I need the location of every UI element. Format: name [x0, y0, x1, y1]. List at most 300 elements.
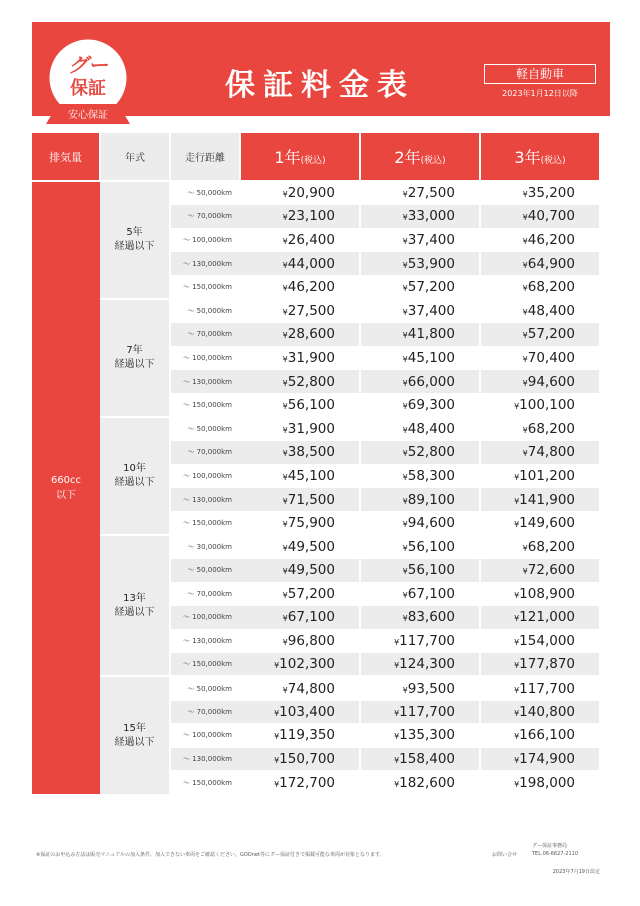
yen-symbol: ¥ — [282, 213, 288, 223]
price-cell-3yr — [480, 582, 600, 606]
yen-symbol: ¥ — [522, 190, 528, 200]
price-cell-2yr — [360, 582, 480, 606]
price-cell-2yr — [360, 700, 480, 724]
price-value: 117,700 — [519, 680, 575, 697]
yen-symbol: ¥ — [522, 567, 528, 577]
yen-symbol: ¥ — [522, 378, 528, 388]
model-year-line1: 7年 — [126, 344, 143, 356]
price-cell-1yr — [240, 653, 360, 677]
price-value: 45,100 — [287, 467, 335, 484]
price-cell-1yr — [240, 417, 360, 441]
yen-symbol: ¥ — [394, 638, 400, 648]
table-header-row — [32, 133, 600, 181]
displacement-line2: 以下 — [56, 490, 76, 502]
mileage-cell: ～ 50,000km — [170, 181, 240, 205]
yen-symbol: ¥ — [522, 236, 528, 246]
model-year-cell — [100, 417, 170, 535]
price-value: 103,400 — [279, 703, 335, 720]
mileage-cell: ～ 70,000km — [170, 205, 240, 229]
price-value: 75,900 — [287, 514, 335, 531]
price-value: 93,500 — [407, 680, 455, 697]
price-cell-3yr — [480, 464, 600, 488]
price-cell-3yr — [480, 629, 600, 653]
yen-symbol: ¥ — [274, 732, 280, 742]
price-cell-1yr — [240, 252, 360, 276]
price-value: 49,500 — [287, 538, 335, 555]
mileage-cell: ～ 70,000km — [170, 441, 240, 465]
price-cell-2yr — [360, 205, 480, 229]
model-year-line2: 経過以下 — [114, 606, 155, 618]
price-cell-2yr — [360, 535, 480, 559]
price-value: 83,600 — [407, 609, 455, 626]
price-cell-1yr — [240, 559, 360, 583]
yen-symbol: ¥ — [274, 779, 280, 789]
price-cell-1yr — [240, 228, 360, 252]
price-value: 172,700 — [279, 774, 335, 791]
yen-symbol: ¥ — [522, 260, 528, 270]
yen-symbol: ¥ — [514, 590, 520, 600]
yen-symbol: ¥ — [514, 756, 520, 766]
price-value: 49,500 — [287, 562, 335, 579]
price-cell-1yr — [240, 323, 360, 347]
price-cell-3yr — [480, 676, 600, 700]
price-value: 33,000 — [407, 208, 455, 225]
price-cell-3yr — [480, 370, 600, 394]
price-value: 56,100 — [407, 562, 455, 579]
yen-symbol: ¥ — [282, 472, 288, 482]
yen-symbol: ¥ — [402, 425, 408, 435]
header-plan-3yr: 3年(税込) — [480, 133, 600, 181]
price-value: 69,300 — [407, 396, 455, 413]
price-value: 68,200 — [527, 538, 575, 555]
price-value: 27,500 — [287, 303, 335, 320]
displacement-cell — [32, 181, 100, 794]
price-cell-3yr — [480, 653, 600, 677]
price-cell-2yr — [360, 299, 480, 323]
price-table-body — [32, 181, 600, 794]
mileage-cell: ～ 150,000km — [170, 393, 240, 417]
price-value: 135,300 — [399, 727, 455, 744]
price-value: 94,600 — [527, 373, 575, 390]
mileage-cell: ～ 130,000km — [170, 629, 240, 653]
yen-symbol: ¥ — [514, 496, 520, 506]
price-cell-3yr — [480, 747, 600, 771]
mileage-cell: ～ 70,000km — [170, 323, 240, 347]
yen-symbol: ¥ — [402, 543, 408, 553]
yen-symbol: ¥ — [522, 331, 528, 341]
price-cell-1yr — [240, 488, 360, 512]
yen-symbol: ¥ — [402, 308, 408, 318]
price-cell-1yr — [240, 181, 360, 205]
price-cell-3yr — [480, 441, 600, 465]
price-value: 67,100 — [407, 585, 455, 602]
price-cell-3yr — [480, 275, 600, 299]
price-value: 44,000 — [287, 255, 335, 272]
price-value: 177,870 — [519, 656, 575, 673]
yen-symbol: ¥ — [514, 685, 520, 695]
price-value: 66,000 — [407, 373, 455, 390]
model-year-line2: 経過以下 — [114, 240, 155, 252]
model-year-line1: 13年 — [123, 592, 146, 604]
price-cell-3yr — [480, 393, 600, 417]
price-value: 94,600 — [407, 514, 455, 531]
price-cell-2yr — [360, 747, 480, 771]
header-plan-1yr: 1年(税込) — [240, 133, 360, 181]
price-value: 68,200 — [527, 420, 575, 437]
table-row — [32, 676, 600, 700]
yen-symbol: ¥ — [282, 543, 288, 553]
price-cell-3yr — [480, 724, 600, 748]
yen-symbol: ¥ — [394, 732, 400, 742]
yen-symbol: ¥ — [282, 685, 288, 695]
price-value: 174,900 — [519, 751, 575, 768]
price-value: 64,900 — [527, 255, 575, 272]
price-cell-3yr — [480, 511, 600, 535]
yen-symbol: ¥ — [514, 708, 520, 718]
model-year-line1: 10年 — [123, 462, 146, 474]
yen-symbol: ¥ — [402, 213, 408, 223]
price-value: 37,400 — [407, 303, 455, 320]
yen-symbol: ¥ — [514, 519, 520, 529]
displacement-line1: 660cc — [50, 475, 82, 487]
mileage-cell: ～ 100,000km — [170, 606, 240, 630]
document-code: 2023年7月19日改定 — [552, 869, 600, 875]
price-value: 45,100 — [407, 349, 455, 366]
price-cell-1yr — [240, 370, 360, 394]
price-value: 38,500 — [287, 444, 335, 461]
price-cell-2yr — [360, 275, 480, 299]
header-plan-2yr: 2年(税込) — [360, 133, 480, 181]
price-cell-1yr — [240, 535, 360, 559]
yen-symbol: ¥ — [522, 213, 528, 223]
footer-note: ※保証のお申込み方法は販売マニュアルの加入条件、加入できない車両をご確認ください。GOOnet等にグー保証付きで掲載可能な車両が対象となります。 — [36, 852, 385, 858]
yen-symbol: ¥ — [514, 614, 520, 624]
price-cell-1yr — [240, 629, 360, 653]
logo-line1: グー — [68, 53, 108, 77]
yen-symbol: ¥ — [282, 190, 288, 200]
price-cell-1yr — [240, 275, 360, 299]
header-displacement: 排気量 — [32, 133, 100, 181]
price-value: 40,700 — [527, 208, 575, 225]
yen-symbol: ¥ — [514, 401, 520, 411]
yen-symbol: ¥ — [282, 519, 288, 529]
price-value: 56,100 — [407, 538, 455, 555]
price-value: 53,900 — [407, 255, 455, 272]
price-value: 70,400 — [527, 349, 575, 366]
price-value: 57,200 — [287, 585, 335, 602]
price-value: 74,800 — [287, 680, 335, 697]
page-title: 保証料金表 — [225, 68, 415, 103]
price-cell-1yr — [240, 771, 360, 795]
contact-name: グー保証事務局 — [532, 843, 568, 849]
yen-symbol: ¥ — [402, 472, 408, 482]
price-value: 58,300 — [407, 467, 455, 484]
price-value: 149,600 — [519, 514, 575, 531]
price-cell-3yr — [480, 205, 600, 229]
yen-symbol: ¥ — [282, 354, 288, 364]
price-cell-3yr — [480, 252, 600, 276]
price-value: 72,600 — [527, 562, 575, 579]
price-value: 74,800 — [527, 444, 575, 461]
price-cell-2yr — [360, 393, 480, 417]
price-cell-1yr — [240, 700, 360, 724]
yen-symbol: ¥ — [282, 331, 288, 341]
model-year-cell — [100, 676, 170, 794]
mileage-cell: ～ 130,000km — [170, 252, 240, 276]
price-value: 35,200 — [527, 185, 575, 202]
yen-symbol: ¥ — [282, 283, 288, 293]
yen-symbol: ¥ — [282, 401, 288, 411]
vehicle-type-badge: 軽自動車 — [484, 64, 596, 84]
yen-symbol: ¥ — [282, 260, 288, 270]
mileage-cell: ～ 150,000km — [170, 275, 240, 299]
yen-symbol: ¥ — [522, 543, 528, 553]
yen-symbol: ¥ — [402, 401, 408, 411]
table-row — [32, 181, 600, 205]
yen-symbol: ¥ — [282, 638, 288, 648]
table-row — [32, 535, 600, 559]
mileage-cell: ～ 70,000km — [170, 700, 240, 724]
price-cell-2yr — [360, 606, 480, 630]
price-value: 28,600 — [287, 326, 335, 343]
price-value: 20,900 — [287, 185, 335, 202]
price-cell-3yr — [480, 299, 600, 323]
price-value: 198,000 — [519, 774, 575, 791]
price-cell-3yr — [480, 228, 600, 252]
price-value: 67,100 — [287, 609, 335, 626]
price-cell-2yr — [360, 629, 480, 653]
yen-symbol: ¥ — [402, 496, 408, 506]
price-cell-3yr — [480, 535, 600, 559]
price-cell-3yr — [480, 346, 600, 370]
price-value: 108,900 — [519, 585, 575, 602]
yen-symbol: ¥ — [394, 661, 400, 671]
mileage-cell: ～ 50,000km — [170, 299, 240, 323]
yen-symbol: ¥ — [402, 590, 408, 600]
effective-date: 2023年1月12日以降 — [502, 89, 578, 98]
price-cell-3yr — [480, 417, 600, 441]
price-cell-2yr — [360, 417, 480, 441]
mileage-cell: ～ 50,000km — [170, 676, 240, 700]
price-value: 31,900 — [287, 420, 335, 437]
price-cell-1yr — [240, 299, 360, 323]
price-cell-3yr — [480, 323, 600, 347]
logo-banner: 安心保証 — [68, 110, 108, 121]
model-year-cell — [100, 299, 170, 417]
yen-symbol: ¥ — [402, 283, 408, 293]
price-value: 31,900 — [287, 349, 335, 366]
yen-symbol: ¥ — [282, 236, 288, 246]
price-cell-2yr — [360, 464, 480, 488]
price-value: 41,800 — [407, 326, 455, 343]
model-year-line2: 経過以下 — [114, 476, 155, 488]
table-row — [32, 417, 600, 441]
price-value: 52,800 — [407, 444, 455, 461]
model-year-line1: 15年 — [123, 722, 146, 734]
mileage-cell: ～ 150,000km — [170, 653, 240, 677]
price-value: 158,400 — [399, 751, 455, 768]
yen-symbol: ¥ — [282, 378, 288, 388]
yen-symbol: ¥ — [514, 638, 520, 648]
price-value: 121,000 — [519, 609, 575, 626]
price-value: 46,200 — [287, 278, 335, 295]
price-value: 71,500 — [287, 491, 335, 508]
price-cell-2yr — [360, 488, 480, 512]
price-cell-1yr — [240, 441, 360, 465]
yen-symbol: ¥ — [402, 190, 408, 200]
price-value: 166,100 — [519, 727, 575, 744]
price-value: 68,200 — [527, 278, 575, 295]
mileage-cell: ～ 130,000km — [170, 747, 240, 771]
price-cell-1yr — [240, 724, 360, 748]
price-cell-3yr — [480, 771, 600, 795]
yen-symbol: ¥ — [274, 708, 280, 718]
price-cell-2yr — [360, 724, 480, 748]
yen-symbol: ¥ — [394, 756, 400, 766]
yen-symbol: ¥ — [402, 519, 408, 529]
price-cell-2yr — [360, 370, 480, 394]
price-value: 96,800 — [287, 633, 335, 650]
model-year-line2: 経過以下 — [114, 736, 155, 748]
price-cell-1yr — [240, 205, 360, 229]
price-value: 37,400 — [407, 231, 455, 248]
price-value: 26,400 — [287, 231, 335, 248]
yen-symbol: ¥ — [522, 354, 528, 364]
price-value: 117,700 — [399, 633, 455, 650]
contact-label: お問い合せ — [492, 852, 518, 858]
price-cell-1yr — [240, 582, 360, 606]
price-value: 48,400 — [407, 420, 455, 437]
mileage-cell: ～ 130,000km — [170, 488, 240, 512]
price-value: 102,300 — [279, 656, 335, 673]
mileage-cell: ～ 130,000km — [170, 370, 240, 394]
price-cell-2yr — [360, 181, 480, 205]
yen-symbol: ¥ — [522, 425, 528, 435]
price-cell-1yr — [240, 606, 360, 630]
price-cell-1yr — [240, 393, 360, 417]
yen-symbol: ¥ — [274, 661, 280, 671]
yen-symbol: ¥ — [282, 590, 288, 600]
price-cell-2yr — [360, 441, 480, 465]
price-table-wrapper — [32, 133, 600, 795]
model-year-line2: 経過以下 — [114, 358, 155, 370]
price-cell-2yr — [360, 653, 480, 677]
price-value: 27,500 — [407, 185, 455, 202]
mileage-cell: ～ 150,000km — [170, 771, 240, 795]
price-cell-2yr — [360, 228, 480, 252]
price-value: 182,600 — [399, 774, 455, 791]
yen-symbol: ¥ — [282, 449, 288, 459]
price-cell-2yr — [360, 511, 480, 535]
header-model-year: 年式 — [100, 133, 170, 181]
price-value: 46,200 — [527, 231, 575, 248]
price-cell-3yr — [480, 700, 600, 724]
mileage-cell: ～ 100,000km — [170, 346, 240, 370]
price-cell-3yr — [480, 606, 600, 630]
mileage-cell: ～ 50,000km — [170, 559, 240, 583]
mileage-cell: ～ 70,000km — [170, 582, 240, 606]
logo-line2: 保証 — [70, 78, 106, 99]
price-cell-3yr — [480, 559, 600, 583]
yen-symbol: ¥ — [402, 567, 408, 577]
yen-symbol: ¥ — [394, 708, 400, 718]
price-value: 48,400 — [527, 303, 575, 320]
goo-hosho-logo — [36, 34, 140, 130]
yen-symbol: ¥ — [282, 567, 288, 577]
price-value: 154,000 — [519, 633, 575, 650]
yen-symbol: ¥ — [402, 685, 408, 695]
yen-symbol: ¥ — [514, 779, 520, 789]
price-value: 140,800 — [519, 703, 575, 720]
mileage-cell: ～ 100,000km — [170, 464, 240, 488]
price-value: 23,100 — [287, 208, 335, 225]
price-value: 119,350 — [279, 727, 335, 744]
price-cell-1yr — [240, 464, 360, 488]
mileage-cell: ～ 50,000km — [170, 417, 240, 441]
price-cell-2yr — [360, 252, 480, 276]
header-mileage: 走行距離 — [170, 133, 240, 181]
yen-symbol: ¥ — [282, 614, 288, 624]
yen-symbol: ¥ — [402, 260, 408, 270]
yen-symbol: ¥ — [402, 449, 408, 459]
price-cell-2yr — [360, 771, 480, 795]
price-value: 56,100 — [287, 396, 335, 413]
yen-symbol: ¥ — [514, 661, 520, 671]
price-value: 150,700 — [279, 751, 335, 768]
price-cell-2yr — [360, 559, 480, 583]
price-value: 101,200 — [519, 467, 575, 484]
yen-symbol: ¥ — [402, 236, 408, 246]
yen-symbol: ¥ — [394, 779, 400, 789]
yen-symbol: ¥ — [282, 308, 288, 318]
model-year-cell — [100, 181, 170, 299]
price-value: 117,700 — [399, 703, 455, 720]
price-value: 57,200 — [527, 326, 575, 343]
price-value: 100,100 — [519, 396, 575, 413]
price-value: 141,900 — [519, 491, 575, 508]
price-value: 57,200 — [407, 278, 455, 295]
price-cell-1yr — [240, 511, 360, 535]
price-cell-1yr — [240, 676, 360, 700]
price-cell-3yr — [480, 488, 600, 512]
yen-symbol: ¥ — [522, 449, 528, 459]
yen-symbol: ¥ — [402, 378, 408, 388]
mileage-cell: ～ 150,000km — [170, 511, 240, 535]
yen-symbol: ¥ — [514, 472, 520, 482]
price-cell-2yr — [360, 346, 480, 370]
price-cell-1yr — [240, 346, 360, 370]
contact-tel: TEL.06-6627-2110 — [532, 851, 579, 857]
price-cell-2yr — [360, 676, 480, 700]
mileage-cell: ～ 100,000km — [170, 724, 240, 748]
yen-symbol: ¥ — [282, 496, 288, 506]
yen-symbol: ¥ — [522, 308, 528, 318]
mileage-cell: ～ 30,000km — [170, 535, 240, 559]
mileage-cell: ～ 100,000km — [170, 228, 240, 252]
table-row — [32, 299, 600, 323]
price-cell-3yr — [480, 181, 600, 205]
price-cell-1yr — [240, 747, 360, 771]
yen-symbol: ¥ — [402, 331, 408, 341]
yen-symbol: ¥ — [522, 283, 528, 293]
yen-symbol: ¥ — [402, 354, 408, 364]
model-year-line1: 5年 — [126, 226, 143, 238]
yen-symbol: ¥ — [282, 425, 288, 435]
price-table — [32, 133, 601, 795]
price-value: 89,100 — [407, 491, 455, 508]
price-value: 124,300 — [399, 656, 455, 673]
price-cell-2yr — [360, 323, 480, 347]
